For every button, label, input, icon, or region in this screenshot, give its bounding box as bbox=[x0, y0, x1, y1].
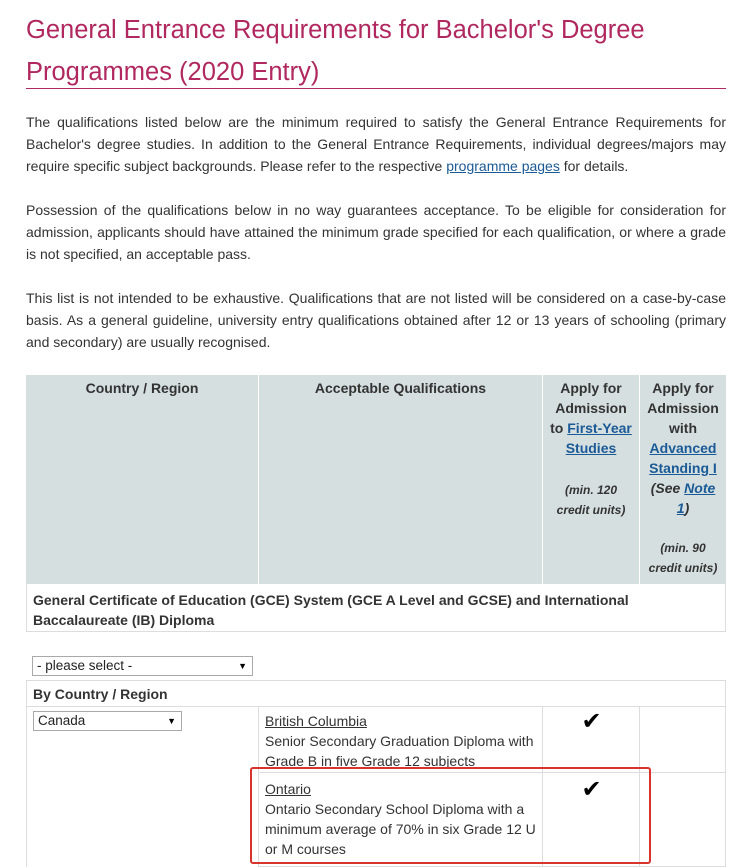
intro-paragraph-1 bbox=[26, 111, 726, 177]
dropdown-arrow-icon: ▼ bbox=[238, 661, 247, 671]
intro-text-1b: for details. bbox=[559, 158, 629, 174]
country-select[interactable] bbox=[33, 711, 182, 731]
header-first-year-line1: Apply for bbox=[560, 380, 622, 396]
header-advanced-min: (min. 90 credit units) bbox=[648, 541, 718, 575]
note-1-link[interactable]: Note 1 bbox=[676, 480, 716, 516]
first-year-studies-link[interactable]: First-Year Studies bbox=[565, 420, 632, 456]
advanced-cell bbox=[640, 707, 726, 773]
page-title: General Entrance Requirements for Bachelor's Degree Programmes (2020 Entry) bbox=[26, 0, 726, 89]
advanced-cell bbox=[640, 773, 726, 867]
see-note-prefix: (See bbox=[650, 480, 685, 496]
header-qualifications bbox=[259, 375, 543, 584]
province-link-ontario[interactable]: Ontario bbox=[265, 781, 311, 797]
header-country bbox=[26, 375, 259, 584]
intro-text-1a: The qualifications listed below are the minimum required to satisfy the General Entrance Requirements for Bachelor's degree studies. In addition to the General Entrance Requirements, individual degrees/majors may require specific subject backgrounds. Please refer to the respective bbox=[26, 114, 726, 174]
header-advanced bbox=[640, 375, 726, 584]
first-year-cell bbox=[543, 707, 640, 773]
qualification-text: Ontario Secondary School Diploma with a minimum average of 70% in six Grade 12 U or M courses bbox=[265, 801, 536, 857]
by-country-heading: By Country / Region bbox=[26, 680, 726, 707]
intro-paragraph-2: Possession of the qualifications below in no way guarantees acceptance. To be eligible for consideration for admission, applicants should have attained the minimum grade specified for each qualification, or where a grade is not specified, an acceptable pass. bbox=[26, 202, 726, 262]
qualification-system-select[interactable] bbox=[32, 656, 253, 676]
dropdown-arrow-icon: ▼ bbox=[167, 716, 176, 726]
content-area bbox=[26, 0, 726, 857]
checkmark-icon: ✔ bbox=[581, 776, 602, 803]
checkmark-icon: ✔ bbox=[581, 708, 602, 735]
header-first-year-to: to bbox=[550, 420, 568, 436]
country-cell bbox=[26, 773, 259, 867]
table-row bbox=[26, 707, 726, 773]
header-country-label: Country / Region bbox=[85, 380, 199, 396]
qualification-cell bbox=[259, 707, 543, 773]
highlight-box bbox=[250, 767, 651, 864]
see-note-suffix: ) bbox=[684, 500, 690, 516]
header-qualifications-label: Acceptable Qualifications bbox=[314, 380, 487, 396]
header-first-year bbox=[543, 375, 640, 584]
advanced-standing-link[interactable]: Advanced Standing I bbox=[649, 440, 717, 476]
country-select-value: Canada bbox=[38, 713, 86, 728]
header-first-year-line2: Admission bbox=[555, 400, 627, 416]
gce-ib-row: General Certificate of Education (GCE) System (GCE A Level and GCSE) and International Baccalaureate (IB) Diploma bbox=[26, 584, 726, 632]
header-first-year-min: (min. 120 credit units) bbox=[556, 483, 626, 517]
programme-pages-link[interactable]: programme pages bbox=[446, 158, 560, 174]
header-advanced-line2: Admission bbox=[647, 400, 719, 416]
header-advanced-line3: with bbox=[669, 420, 697, 436]
intro-paragraph-3: This list is not intended to be exhaustive. Qualifications that are not listed will be considered on a case-by-case basis. As a general guideline, university entry qualifications obtained after 12 or 13 years of schooling (primary and secondary) are usually recognised. bbox=[26, 290, 726, 350]
country-cell bbox=[26, 707, 259, 773]
qualification-text: Senior Secondary Graduation Diploma with Grade B in five Grade 12 subjects bbox=[265, 733, 534, 769]
province-link-british-columbia[interactable]: British Columbia bbox=[265, 713, 367, 729]
header-advanced-line1: Apply for bbox=[652, 380, 714, 396]
qualification-system-select-value: - please select - bbox=[37, 658, 133, 673]
